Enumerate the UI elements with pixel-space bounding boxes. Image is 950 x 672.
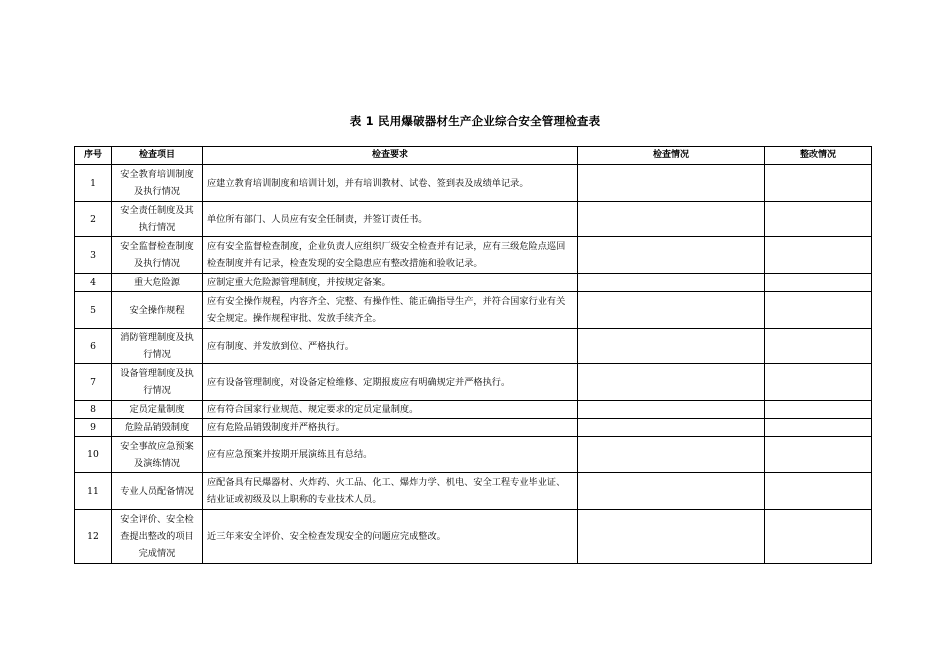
row-number: 9 <box>75 419 112 437</box>
check-status-cell[interactable] <box>578 401 765 419</box>
check-status-cell[interactable] <box>578 364 765 401</box>
rectification-cell[interactable] <box>765 237 872 274</box>
check-item: 安全监督检查制度及执行情况 <box>112 237 203 274</box>
check-status-cell[interactable] <box>578 437 765 473</box>
rectification-cell[interactable] <box>765 473 872 510</box>
header-row <box>75 147 872 165</box>
row-number: 2 <box>75 202 112 237</box>
check-requirement: 单位所有部门、人员应有安全任制责，并签订责任书。 <box>203 202 578 237</box>
row-number: 8 <box>75 401 112 419</box>
rectification-cell[interactable] <box>765 274 872 292</box>
table-row <box>75 401 872 419</box>
row-number: 7 <box>75 364 112 401</box>
check-requirement: 应有应急预案并按期开展演练且有总结。 <box>203 437 578 473</box>
row-number: 6 <box>75 329 112 364</box>
check-requirement: 应有安全操作规程，内容齐全、完整、有操作性、能正确指导生产，并符合国家行业有关安全规定。操作规程审批、发放手续齐全。 <box>203 292 578 329</box>
check-requirement: 应有符合国家行业规范、规定要求的定员定量制度。 <box>203 401 578 419</box>
check-item: 专业人员配备情况 <box>112 473 203 510</box>
check-item: 安全责任制度及其执行情况 <box>112 202 203 237</box>
table-row <box>75 237 872 274</box>
check-requirement: 应建立教育培训制度和培训计划，并有培训教材、试卷、签到表及成绩单记录。 <box>203 165 578 202</box>
table-title: 表 1 民用爆破器材生产企业综合安全管理检查表 <box>349 114 601 128</box>
header-rectification: 整改情况 <box>765 147 872 165</box>
table-row <box>75 510 872 564</box>
rectification-cell[interactable] <box>765 401 872 419</box>
rectification-cell[interactable] <box>765 165 872 202</box>
table-row <box>75 165 872 202</box>
table-row <box>75 473 872 510</box>
check-requirement: 应有危险品销毁制度并严格执行。 <box>203 419 578 437</box>
check-requirement: 应有制度、并发放到位、严格执行。 <box>203 329 578 364</box>
check-status-cell[interactable] <box>578 292 765 329</box>
header-item: 检查项目 <box>112 147 203 165</box>
table-row <box>75 419 872 437</box>
check-status-cell[interactable] <box>578 510 765 564</box>
check-status-cell[interactable] <box>578 202 765 237</box>
check-status-cell[interactable] <box>578 473 765 510</box>
header-requirement: 检查要求 <box>203 147 578 165</box>
header-status: 检查情况 <box>578 147 765 165</box>
table-row <box>75 202 872 237</box>
check-item: 重大危险源 <box>112 274 203 292</box>
table-row <box>75 292 872 329</box>
check-item: 安全评价、安全检查提出整改的项目完成情况 <box>112 510 203 564</box>
table-row <box>75 274 872 292</box>
check-status-cell[interactable] <box>578 165 765 202</box>
check-item: 消防管理制度及执行情况 <box>112 329 203 364</box>
header-no: 序号 <box>75 147 112 165</box>
row-number: 11 <box>75 473 112 510</box>
row-number: 1 <box>75 165 112 202</box>
rectification-cell[interactable] <box>765 510 872 564</box>
row-number: 10 <box>75 437 112 473</box>
rectification-cell[interactable] <box>765 437 872 473</box>
check-status-cell[interactable] <box>578 274 765 292</box>
check-status-cell[interactable] <box>578 329 765 364</box>
check-item: 设备管理制度及执行情况 <box>112 364 203 401</box>
row-number: 12 <box>75 510 112 564</box>
rectification-cell[interactable] <box>765 202 872 237</box>
check-item: 危险品销毁制度 <box>112 419 203 437</box>
check-item: 安全操作规程 <box>112 292 203 329</box>
check-status-cell[interactable] <box>578 419 765 437</box>
table-row <box>75 437 872 473</box>
check-item: 定员定量制度 <box>112 401 203 419</box>
row-number: 3 <box>75 237 112 274</box>
rectification-cell[interactable] <box>765 329 872 364</box>
rectification-cell[interactable] <box>765 364 872 401</box>
check-requirement: 近三年来安全评价、安全检查发现安全的问题应完成整改。 <box>203 510 578 564</box>
inspection-table <box>74 146 872 564</box>
row-number: 5 <box>75 292 112 329</box>
table-row <box>75 364 872 401</box>
check-requirement: 应有安全监督检查制度，企业负责人应组织厂级安全检查并有记录，应有三级危险点巡回检查制度并有记录，检查发现的安全隐患应有整改措施和验收记录。 <box>203 237 578 274</box>
rectification-cell[interactable] <box>765 419 872 437</box>
check-item: 安全教育培训制度及执行情况 <box>112 165 203 202</box>
table-row <box>75 329 872 364</box>
check-status-cell[interactable] <box>578 237 765 274</box>
row-number: 4 <box>75 274 112 292</box>
check-requirement: 应配备具有民爆器材、火炸药、火工品、化工、爆炸力学、机电、安全工程专业毕业证、结业证或初级及以上职称的专业技术人员。 <box>203 473 578 510</box>
check-item: 安全事故应急预案及演练情况 <box>112 437 203 473</box>
check-requirement: 应有设备管理制度，对设备定检维修、定期报废应有明确规定并严格执行。 <box>203 364 578 401</box>
check-requirement: 应制定重大危险源管理制度，并按规定备案。 <box>203 274 578 292</box>
rectification-cell[interactable] <box>765 292 872 329</box>
